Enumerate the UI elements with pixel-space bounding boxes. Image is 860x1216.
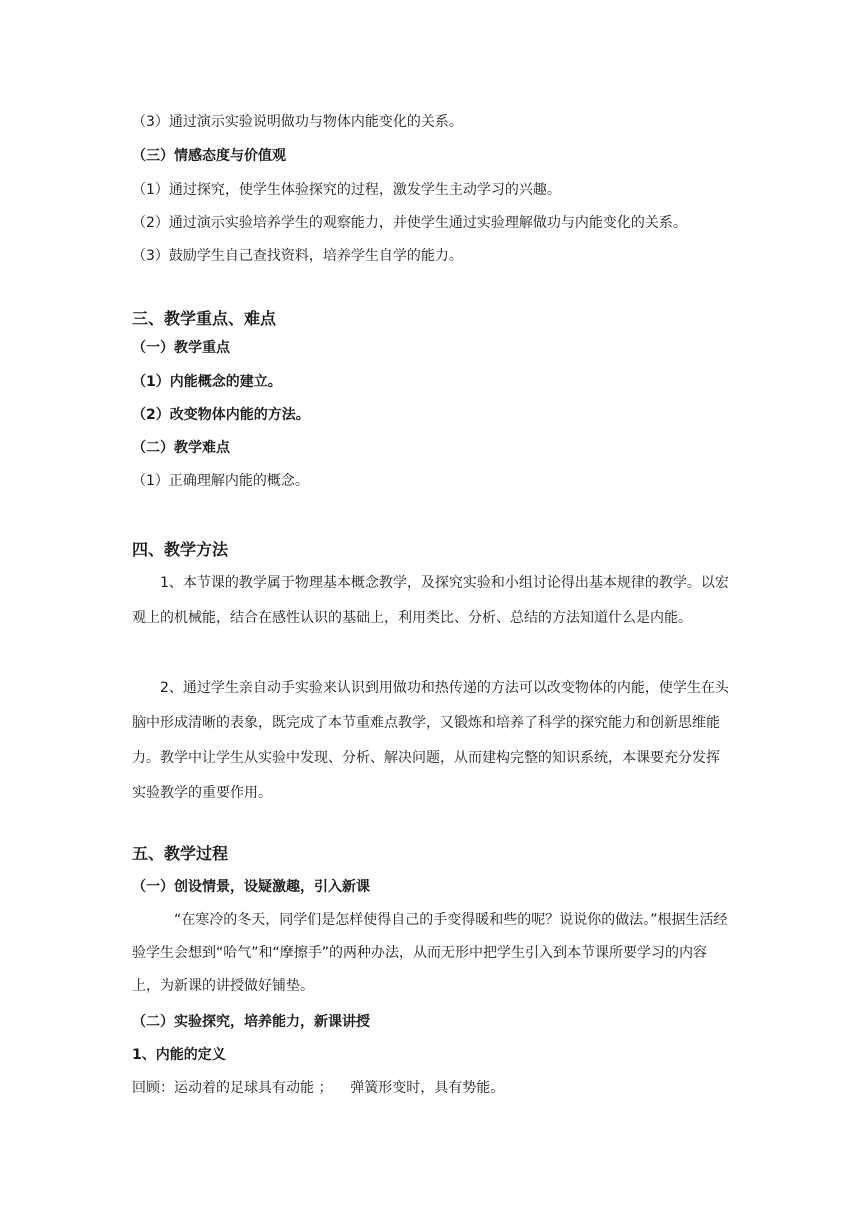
section-heading-key-points: 三、教学重点、难点: [132, 309, 277, 328]
difficulty-item-1: （1）正确理解内能的概念。: [132, 473, 309, 489]
section-heading-process: 五、教学过程: [132, 844, 229, 863]
section-heading-methods: 四、教学方法: [132, 540, 229, 559]
objective-item-3: （3）通过演示实验说明做功与物体内能变化的关系。: [132, 114, 463, 130]
review-line: 回顾：运动着的足球具有动能 ； 弹簧形变时，具有势能。: [132, 1080, 505, 1096]
subsection-title-experiment: （二）实验探究，培养能力，新课讲授: [132, 1014, 370, 1030]
methods-paragraph-2: 2、通过学生亲自动手实验来认识到用做功和热传递的方法可以改变物体的内能，使学生在头脑中形成清晰的表象，既完成了本节重难点教学，又锻炼和培养了科学的探究能力和创新思维能力。教学中让学生从实验中发现、分析、解决问题，从而建构完整的知识系统，本课要充分发挥实验教学的重要作用。: [132, 680, 729, 801]
attitude-item-2: （2）通过演示实验培养学生的观察能力，并使学生通过实验理解做功与内能变化的关系。: [132, 215, 687, 231]
attitude-item-1: （1）通过探究，使学生体验探究的过程，激发学生主动学习的兴趣。: [132, 182, 561, 198]
attitude-item-3: （3）鼓励学生自己查找资料，培养学生自学的能力。: [132, 248, 463, 264]
subsection-title-attitude: （三）情感态度与价值观: [132, 148, 286, 164]
key-point-1: （1）内能概念的建立。: [132, 374, 282, 390]
methods-paragraph-1: 1、本节课的教学属于物理基本概念教学，及探究实验和小组讨论得出基本规律的教学。以宏观上的机械能，结合在感性认识的基础上，利用类比、分析、总结的方法知道什么是内能。: [132, 575, 729, 626]
subsection-title-key: （一）教学重点: [132, 340, 230, 356]
item-title-internal-energy: 1、内能的定义: [132, 1047, 226, 1063]
key-point-2: （2）改变物体内能的方法。: [132, 407, 310, 423]
intro-paragraph: “在寒冷的冬天，同学们是怎样使得自己的手变得暖和些的呢？说说你的做法。”根据生活经验学生会想到“哈气”和“摩擦手”的两种办法，从而无形中把学生引入到本节课所要学习的内容上，为新课的讲授做好铺垫。: [132, 912, 728, 994]
subsection-title-intro: （一）创设情景，设疑激趣，引入新课: [132, 879, 370, 895]
subsection-title-difficulty: （二）教学难点: [132, 440, 230, 456]
